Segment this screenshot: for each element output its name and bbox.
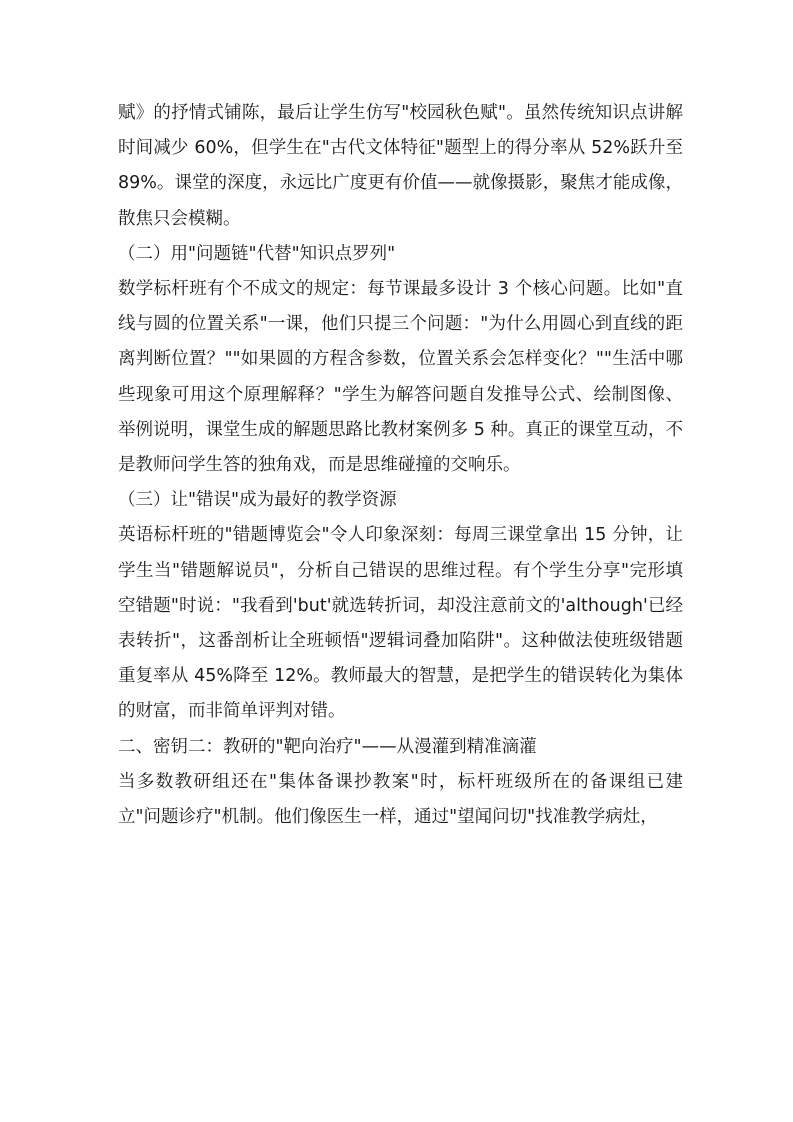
paragraph-english-class: 英语标杆班的"错题博览会"令人印象深刻：每周三课堂拿出 15 分钟，让学生当"错题解说员"，分析自己错误的思维过程。有个学生分享"完形填空错题"时说："我看到'but'就选转折词，却没注意前文的'although'已经表转折"，这番剖析让全班顿悟"逻辑词叠加陷阱"。这种做法使班级错题重复率从 45%降至 12%。教师最大的智慧，是把学生的错误转化为集体的财富，而非简单评判对错。 — [118, 525, 683, 722]
section-heading-question-chain: （二）用"问题链"代替"知识点罗列" — [118, 243, 396, 264]
document-body — [118, 96, 683, 835]
paragraph-math-class: 数学标杆班有个不成文的规定：每节课最多设计 3 个核心问题。比如"直线与圆的位置关系"一课，他们只提三个问题："为什么用圆心到直线的距离判断位置？""如果圆的方程含参数，位置关系会怎样变化？""生活中哪些现象可用这个原理解释？"学生为解答问题自发推导公式、绘制图像、举例说明，课堂生成的解题思路比教材案例多 5 种。真正的课堂互动，不是教师问学生答的独角戏，而是思维碰撞的交响乐。 — [118, 279, 683, 476]
section-heading-mistakes: （三）让"错误"成为最好的教学资源 — [118, 490, 397, 511]
section-heading-key-two: 二、密钥二：教研的"靶向治疗"——从漫灌到精准滴灌 — [118, 736, 537, 757]
paragraph-research-group: 当多数教研组还在"集体备课抄教案"时，标杆班级所在的备课组已建立"问题诊疗"机制。他们像医生一样，通过"望闻问切"找准教学病灶， — [118, 771, 683, 828]
paragraph-classical-prose: 赋》的抒情式铺陈，最后让学生仿写"校园秋色赋"。虽然传统知识点讲解时间减少 60%，但学生在"古代文体特征"题型上的得分率从 52%跃升至 89%。课堂的深度，永远比广度更有价值——就像摄影，聚焦才能成像，散焦只会模糊。 — [118, 103, 683, 229]
